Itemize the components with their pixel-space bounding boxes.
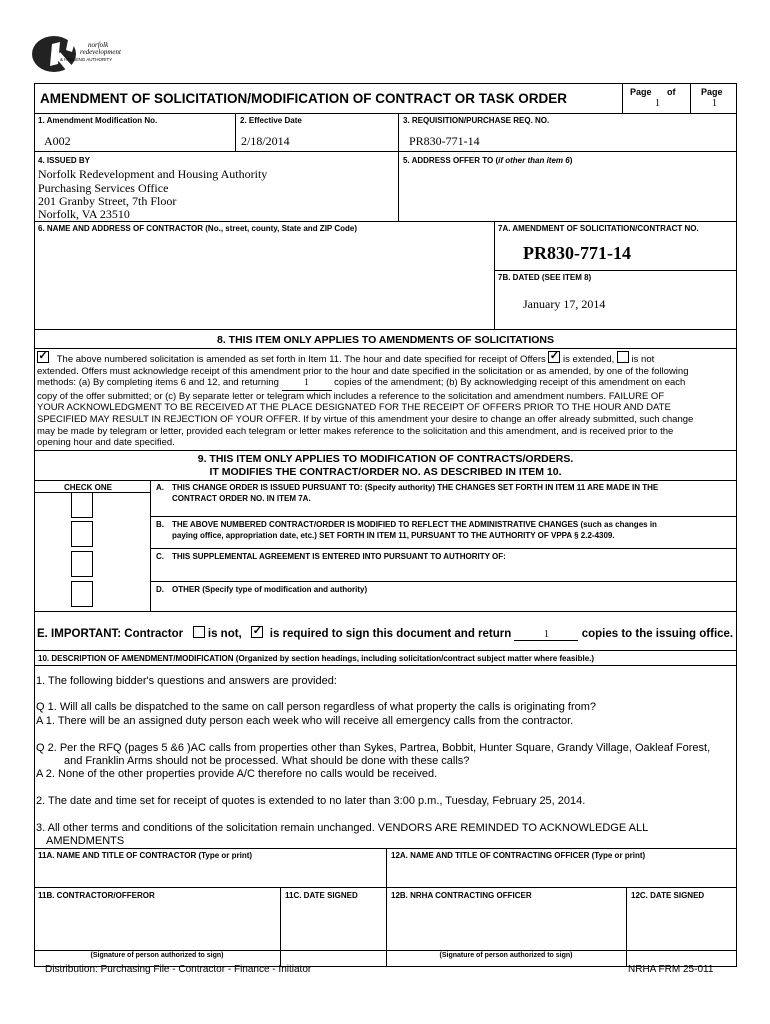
logo-text-2: redevelopment [80,48,121,56]
pages-total: 1 [712,98,717,109]
amendment-7a-label: 7A. AMENDMENT OF SOLICITATION/CONTRACT NO. [498,224,699,233]
effective-date-value: 2/18/2014 [241,134,290,148]
description-label: 10. DESCRIPTION OF AMENDMENT/MODIFICATION (Organized by section headings, including solicitation/contract subject matter where feasible.) [38,654,595,663]
option-a-text-1: THIS CHANGE ORDER IS ISSUED PURSUANT TO: (Specify authority) THE CHANGES SET FORTH IN ITEM 11 ARE MADE IN THE [172,483,659,492]
contractor-address-label: 6. NAME AND ADDRESS OF CONTRACTOR (No., street, county, State and ZIP Code) [38,224,357,233]
is-required-checkbox[interactable]: ✓ [252,625,262,637]
requisition-value: PR830-771-14 [409,134,480,148]
option-d-checkbox[interactable] [71,581,93,607]
distribution-note: Distribution: Purchasing File - Contractor - Finance - Initiator [45,964,312,975]
dated-value: January 17, 2014 [523,297,606,311]
item8-paragraph: ✓ The above numbered solicitation is amended as set forth in Item 11. The hour and date specified for receipt of Offers ✓ is extended, is not extended. Offers must acknowledge receipt of this amendment prior to the hour and date specified in the solicitation or as amended, by one of the following methods: (a) By completing items 6 and 12, and returning 1 copies of the amendment; (b) By acknowledging receipt of this amendment on each copy of the offer submitted; or (c) By separate letter or telegram which includes a reference to the solicitation and amendment numbers. FAILURE OF YOUR ACKNOWLEDGMENT TO BE RECEIVED AT THE PLACE DESIGNATED FOR THE RECEIPT OF OFFERS PRIOR TO THE HOUR AND DATE SPECIFIED MAY RESULT IN REJECTION OF YOUR OFFER. If by virtue of this amendment your desire to change an offer already submitted, such change may be made by telegram or letter, provided each telegram or letter makes reference to the solicitation and this amendment, and is received prior to the opening hour and date specified. [37,350,694,449]
contractor-offeror-label: 11B. CONTRACTOR/OFFEROR [38,891,155,900]
option-d-text: OTHER (Specify type of modification and authority) [172,585,368,594]
option-c-text: THIS SUPPLEMENTAL AGREEMENT IS ENTERED INTO PURSUANT TO AUTHORITY OF: [172,552,506,561]
option-b-text-1: THE ABOVE NUMBERED CONTRACT/ORDER IS MODIFIED TO REFLECT THE ADMINISTRATIVE CHANGES (such as changes in [172,520,657,529]
issued-by-line-4: Norfolk, VA 23510 [38,207,130,221]
nrha-logo [30,30,140,76]
option-a-letter: A. [156,483,164,492]
dated-label: 7B. DATED (SEE ITEM 8) [498,273,592,282]
amendment-no-value: A002 [44,134,71,148]
contractor-date-label: 11C. DATE SIGNED [285,891,358,900]
description-line-9: AMENDMENTS [46,835,125,847]
description-line-1: 1. The following bidder's questions and answers are provided: [36,675,337,687]
important-line: E. IMPORTANT: Contractor is not, ✓ is required to sign this document and return 1 copies to the issuing office. [37,625,734,640]
form-number: NRHA FRM 25-011 [628,964,714,975]
description-line-6: A 2. None of the other properties provide A/C therefore no calls would be received. [36,768,438,780]
page-label: Page [630,87,652,97]
offers-not-extended-checkbox[interactable] [617,351,629,363]
offers-extended-checkbox[interactable]: ✓ [549,350,559,362]
description-line-2: Q 1. Will all calls be dispatched to the same on call person regardless of what property the calls is originating from? [36,701,597,713]
contractor-name-label: 11A. NAME AND TITLE OF CONTRACTOR (Type or print) [38,851,253,860]
issued-by-line-2: Purchasing Services Office [38,181,169,195]
contracting-officer-label: 12B. NRHA CONTRACTING OFFICER [391,891,532,900]
of-label: of [667,87,676,97]
option-b-letter: B. [156,520,164,529]
logo-text-3: & HOUSING AUTHORITY [60,57,113,62]
effective-date-label: 2. Effective Date [240,116,302,125]
option-c-letter: C. [156,552,164,561]
return-copies-count: 1 [514,629,578,641]
requisition-label: 3. REQUISITION/PURCHASE REQ. NO. [403,116,550,125]
description-line-5: and Franklin Arms should not be processed. What should be done with these calls? [64,755,470,767]
officer-name-label: 12A. NAME AND TITLE OF CONTRACTING OFFICER (Type or print) [391,851,646,860]
issued-by-label: 4. ISSUED BY [38,156,91,165]
issued-by-line-3: 201 Granby Street, 7th Floor [38,194,177,208]
logo-mark-icon [30,30,86,74]
copies-count: 1 [282,378,332,391]
issued-by-line-1: Norfolk Redevelopment and Housing Authority [38,167,268,181]
page-number: 1 [655,98,660,109]
item8-lead-checkbox[interactable]: ✓ [38,350,48,362]
contractor-signature-caption: (Signature of person authorized to sign) [90,952,224,959]
description-line-4: Q 2. Per the RFQ (pages 5 &6 )AC calls from properties other than Sykes, Partrea, Bobbit, Hunter Square, Grandy Village, Oakleaf Forest, [36,742,711,754]
option-b-text-2: paying office, appropriation date, etc.) SET FORTH IN ITEM 11, PURSUANT TO THE AUTHORITY OF VPPA § 2.2-4309. [172,531,615,540]
form-title: AMENDMENT OF SOLICITATION/MODIFICATION OF CONTRACT OR TASK ORDER [40,91,567,106]
officer-date-label: 12C. DATE SIGNED [631,891,705,900]
officer-signature-caption: (Signature of person authorized to sign) [439,952,573,959]
item8-title: 8. THIS ITEM ONLY APPLIES TO AMENDMENTS OF SOLICITATIONS [217,334,554,346]
check-one-label: CHECK ONE [64,483,113,492]
logo-text-1: norfolk [88,41,109,49]
amendment-no-label: 1. Amendment Modification No. [38,116,158,125]
option-a-text-2: CONTRACT ORDER NO. IN ITEM 7A. [172,494,311,503]
description-line-8: 3. All other terms and conditions of the solicitation remain unchanged. VENDORS ARE REMINDED TO ACKNOWLEDGE ALL [36,822,649,834]
item9-title: 9. THIS ITEM ONLY APPLIES TO MODIFICATION OF CONTRACTS/ORDERS. IT MODIFIES THE CONTRACT/ORDER NO. AS DESCRIBED IN ITEM 10. [197,453,574,478]
address-offer-label: 5. ADDRESS OFFER TO (if other than item 6) [403,156,573,165]
option-c-checkbox[interactable] [71,551,93,577]
option-d-letter: D. [156,585,164,594]
is-not-required-checkbox[interactable] [193,626,205,638]
amendment-7a-value: PR830-771-14 [523,243,631,263]
option-a-checkbox[interactable] [71,492,93,518]
pages-label: Page [701,87,723,97]
option-b-checkbox[interactable] [71,521,93,547]
description-line-7: 2. The date and time set for receipt of quotes is extended to no later than 3:00 p.m., Tuesday, February 25, 2014. [36,795,586,807]
description-line-3: A 1. There will be an assigned duty person each week who will receive all emergency calls from the contractor. [36,715,574,727]
